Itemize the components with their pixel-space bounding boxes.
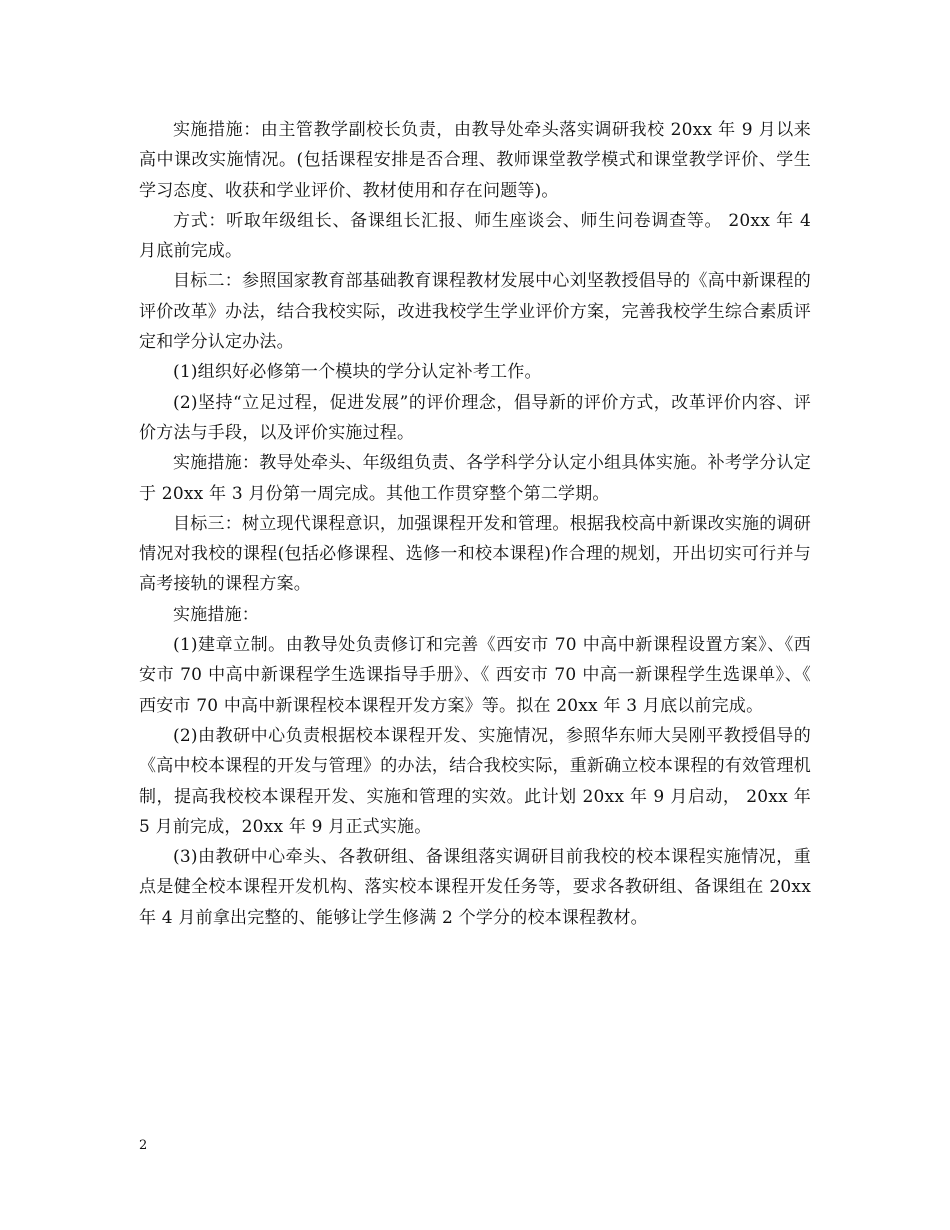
document-body (139, 115, 811, 933)
paragraph-goal-three: 目标三：树立现代课程意识，加强课程开发和管理。根据我校高中新课改实施的调研情况对我校的课程(包括必修课程、选修一和校本课程)作合理的规划，开出切实可行并与高考接轨的课程方案。 (139, 513, 811, 595)
paragraph-measure-item-3: (3)由教研中心牵头、各教研组、备课组落实调研目前我校的校本课程实施情况，重点是健全校本课程开发机构、落实校本课程开发任务等，要求各教研组、备课组在 20xx 年 4 月前拿出完整的、能够让学生修满 2 个学分的校本课程教材。 (139, 847, 811, 928)
paragraph-goal-two: 目标二：参照国家教育部基础教育课程教材发展中心刘坚教授倡导的《高中新课程的评价改革》办法，结合我校实际，改进我校学生学业评价方案，完善我校学生综合素质评定和学分认定办法。 (139, 271, 811, 353)
paragraph-implementation-measures-2: 实施措施：教导处牵头、年级组负责、各学科学分认定小组具体实施。补考学分认定于 20xx 年 3 月份第一周完成。其他工作贯穿整个第二学期。 (139, 453, 811, 504)
page-number: 2 (139, 1138, 148, 1153)
paragraph-measure-item-2: (2)由教研中心负责根据校本课程开发、实施情况，参照华东师大吴刚平教授倡导的《高中校本课程的开发与管理》的办法，结合我校实际，重新确立校本课程的有效管理机制，提高我校校本课程开发、实施和管理的实效。此计划 20xx 年 9 月启动， 20xx 年 5 月前完成，20xx 年 9 月正式实施。 (139, 725, 811, 837)
paragraph-goal-two-item-2: (2)坚持“立足过程，促进发展”的评价理念，倡导新的评价方式，改革评价内容、评价方法与手段，以及评价实施过程。 (139, 392, 811, 443)
paragraph-method: 方式：听取年级组长、备课组长汇报、师生座谈会、师生问卷调查等。 20xx 年 4 月底前完成。 (139, 210, 811, 262)
paragraph-implementation-measures-1: 实施措施：由主管教学副校长负责，由教导处牵头落实调研我校 20xx 年 9 月以来高中课改实施情况。(包括课程安排是否合理、教师课堂教学模式和课堂教学评价、学生学习态度、收获和学业评价、教材使用和存在问题等)。 (139, 120, 811, 201)
paragraph-goal-two-item-1: (1)组织好必修第一个模块的学分认定补考工作。 (173, 362, 542, 383)
paragraph-implementation-measures-heading: 实施措施： (173, 604, 259, 625)
paragraph-measure-item-1: (1)建章立制。由教导处负责修订和完善《西安市 70 中高中新课程设置方案》、《西安市 70 中高中新课程学生选课指导手册》、《 西安市 70 中高一新课程学生选课单》、《 西安市 70 中高中新课程校本课程开发方案》等。拟在 20xx 年 3 月底以前完成。 (139, 635, 811, 716)
